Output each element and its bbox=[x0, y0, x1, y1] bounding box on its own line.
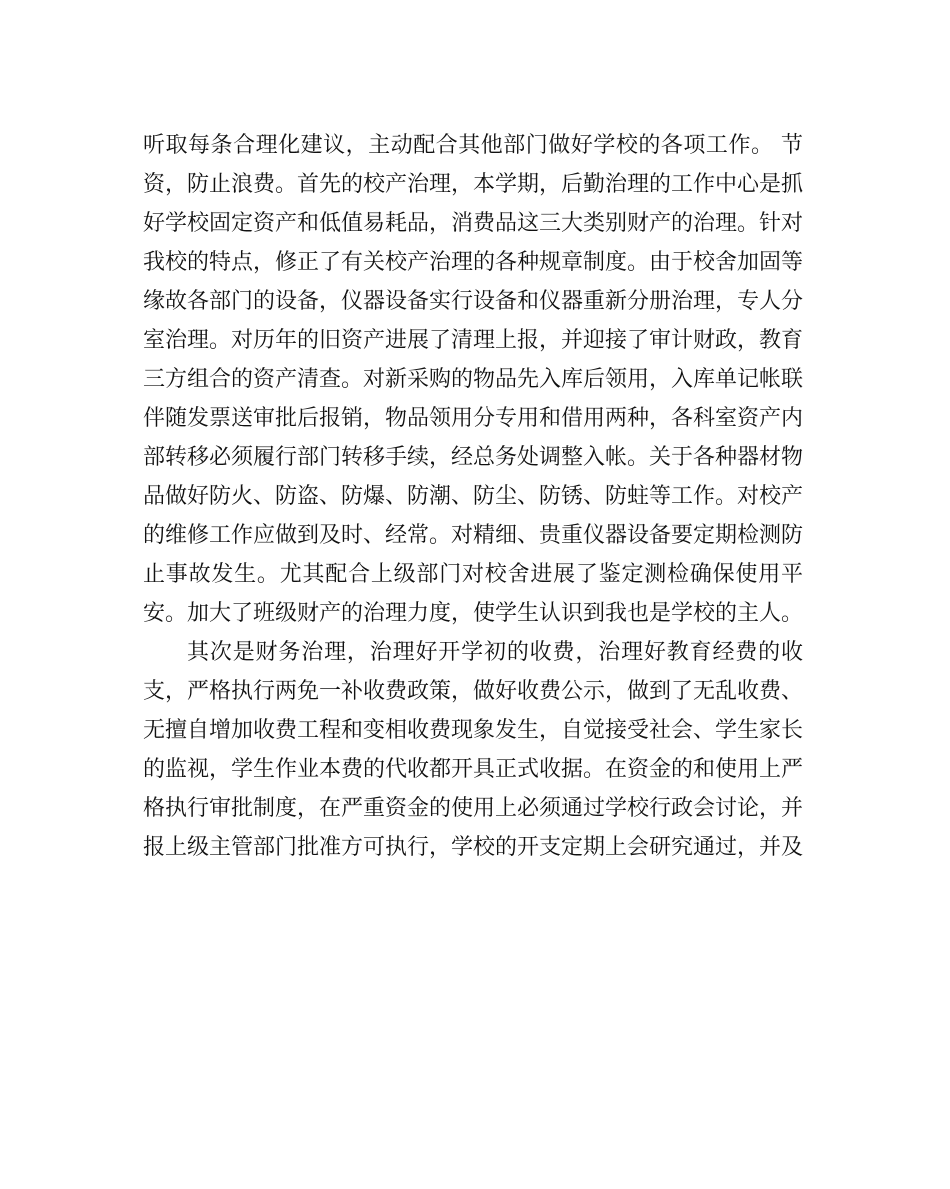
text-line: 伴随发票送审批后报销，物品领用分专用和借用两种，各科室资产内 bbox=[143, 406, 804, 431]
text-line: 三方组合的资产清查。对新采购的物品先入库后领用，入库单记帐联 bbox=[143, 367, 804, 392]
text-line: 的监视，学生作业本费的代收都开具正式收据。在资金的和使用上严 bbox=[143, 757, 804, 782]
text-line: 支，严格执行两免一补收费政策，做好收费公示，做到了无乱收费、 bbox=[143, 679, 804, 704]
text-line: 无擅自增加收费工程和变相收费现象发生，自觉接受社会、学生家长 bbox=[143, 718, 804, 743]
text-line: 格执行审批制度，在严重资金的使用上必须通过学校行政会讨论，并 bbox=[143, 796, 804, 821]
paragraph-1 bbox=[143, 126, 803, 633]
text-line: 品做好防火、防盗、防爆、防潮、防尘、防锈、防蛀等工作。对校产 bbox=[143, 484, 804, 509]
text-line: 止事故发生。尤其配合上级部门对校舍进展了鉴定测检确保使用平 bbox=[143, 562, 803, 587]
text-line: 好学校固定资产和低值易耗品，消费品这三大类别财产的治理。针对 bbox=[143, 211, 804, 236]
text-line: 安。加大了班级财产的治理力度，使学生认识到我也是学校的主人。 bbox=[143, 601, 804, 626]
text-line: 我校的特点，修正了有关校产治理的各种规章制度。由于校舍加固等 bbox=[143, 250, 804, 275]
text-line: 缘故各部门的设备，仪器设备实行设备和仪器重新分册治理，专人分 bbox=[143, 289, 804, 314]
paragraph-2 bbox=[143, 633, 803, 867]
text-line: 其次是财务治理，治理好开学初的收费，治理好教育经费的收 bbox=[187, 640, 803, 665]
document-body bbox=[143, 126, 803, 867]
text-line: 部转移必须履行部门转移手续，经总务处调整入帐。关于各种器材物 bbox=[143, 445, 804, 470]
text-line: 资，防止浪费。首先的校产治理，本学期，后勤治理的工作中心是抓 bbox=[143, 172, 804, 197]
text-line: 报上级主管部门批准方可执行，学校的开支定期上会研究通过，并及 bbox=[143, 835, 804, 860]
text-line: 听取每条合理化建议，主动配合其他部门做好学校的各项工作。 节 bbox=[143, 133, 803, 158]
text-line: 室治理。对历年的旧资产进展了清理上报，并迎接了审计财政，教育 bbox=[143, 328, 804, 353]
text-line: 的维修工作应做到及时、经常。对精细、贵重仪器设备要定期检测防 bbox=[143, 523, 804, 548]
